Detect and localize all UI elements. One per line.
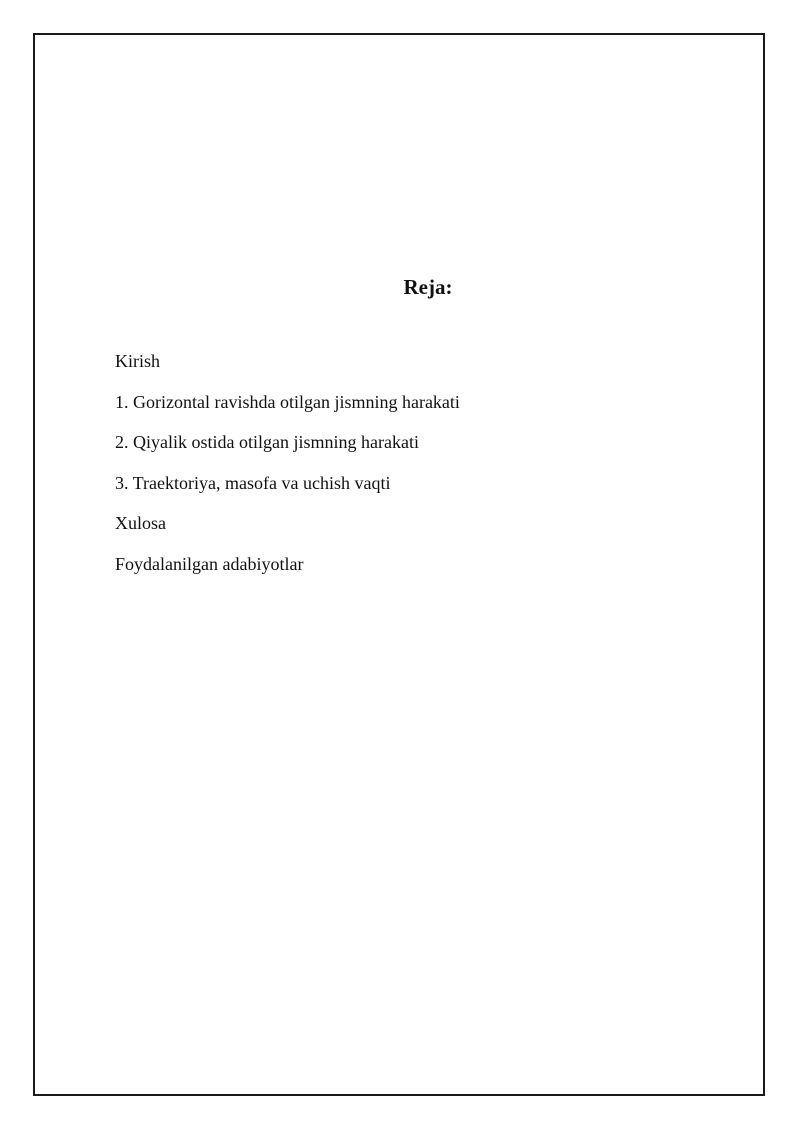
toc-item-conclusion: Xulosa (115, 513, 166, 533)
table-of-contents (115, 350, 460, 593)
toc-item-1: 1. Gorizontal ravishda otilgan jismning harakati (115, 391, 460, 412)
toc-item-references: Foydalanilgan adabiyotlar (115, 553, 304, 574)
toc-item-2: 2. Qiyalik ostida otilgan jismning harakati (115, 432, 419, 452)
toc-item-introduction: Kirish (115, 351, 160, 371)
toc-item-3: 3. Traektoriya, masofa va uchish vaqti (115, 472, 391, 493)
page-title: Reja: (403, 275, 453, 299)
